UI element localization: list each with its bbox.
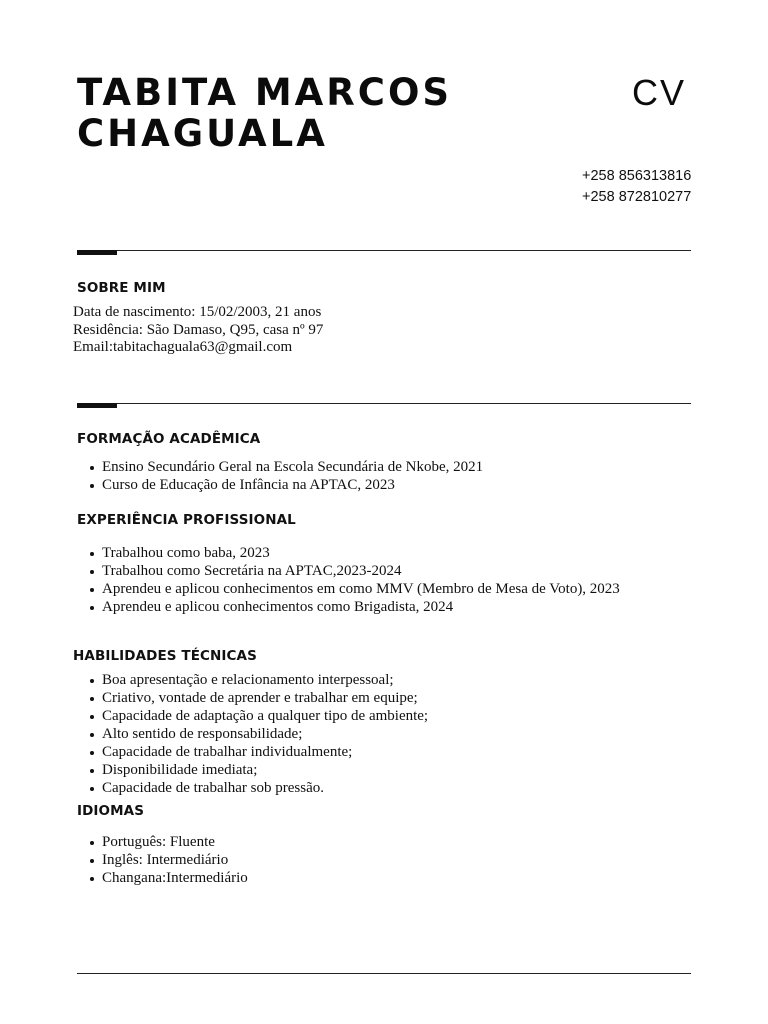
languages-heading: IDIOMAS xyxy=(77,803,145,819)
education-list xyxy=(88,458,483,494)
phone-numbers xyxy=(582,166,691,208)
experience-heading: EXPERIÊNCIA PROFISSIONAL xyxy=(77,512,296,528)
list-item: Trabalhou como baba, 2023 xyxy=(88,544,620,562)
divider-accent xyxy=(77,250,117,255)
list-item: Curso de Educação de Infância na APTAC, 2023 xyxy=(88,476,483,494)
list-item: Capacidade de adaptação a qualquer tipo de ambiente; xyxy=(88,707,428,725)
about-heading: SOBRE MIM xyxy=(77,280,166,296)
list-item: Changana:Intermediário xyxy=(88,869,248,887)
education-heading: FORMAÇÃO ACADÊMICA xyxy=(77,431,261,447)
divider-accent xyxy=(77,403,117,408)
list-item: Criativo, vontade de aprender e trabalhar em equipe; xyxy=(88,689,428,707)
email: Email:tabitachaguala63@gmail.com xyxy=(73,339,293,355)
section-divider xyxy=(77,403,691,404)
list-item: Inglês: Intermediário xyxy=(88,851,248,869)
list-item: Alto sentido de responsabilidade; xyxy=(88,725,428,743)
list-item: Capacidade de trabalhar individualmente; xyxy=(88,743,428,761)
cv-label: CV xyxy=(632,72,687,113)
list-item: Trabalhou como Secretária na APTAC,2023-2024 xyxy=(88,562,620,580)
list-item: Aprendeu e aplicou conhecimentos como Brigadista, 2024 xyxy=(88,598,620,616)
list-item: Disponibilidade imediata; xyxy=(88,761,428,779)
experience-list xyxy=(88,544,620,616)
languages-list xyxy=(88,833,248,887)
name-line-2: CHAGUALA xyxy=(77,112,328,155)
name-line-1: TABITA MARCOS xyxy=(77,71,453,114)
list-item: Boa apresentação e relacionamento interpessoal; xyxy=(88,671,428,689)
bottom-divider xyxy=(77,973,691,974)
skills-heading: HABILIDADES TÉCNICAS xyxy=(73,648,257,664)
skills-list xyxy=(88,671,428,797)
list-item: Português: Fluente xyxy=(88,833,248,851)
phone-number-1: +258 856313816 xyxy=(582,168,692,184)
phone-number-2: +258 872810277 xyxy=(582,189,692,205)
section-divider xyxy=(77,250,691,251)
about-details xyxy=(73,304,323,357)
candidate-name xyxy=(77,72,452,154)
residence: Residência: São Damaso, Q95, casa nº 97 xyxy=(73,321,324,338)
birth-date: Data de nascimento: 15/02/2003, 21 anos xyxy=(73,304,322,320)
list-item: Ensino Secundário Geral na Escola Secundária de Nkobe, 2021 xyxy=(88,458,483,476)
list-item: Capacidade de trabalhar sob pressão. xyxy=(88,779,428,797)
list-item: Aprendeu e aplicou conhecimentos em como MMV (Membro de Mesa de Voto), 2023 xyxy=(88,580,620,598)
